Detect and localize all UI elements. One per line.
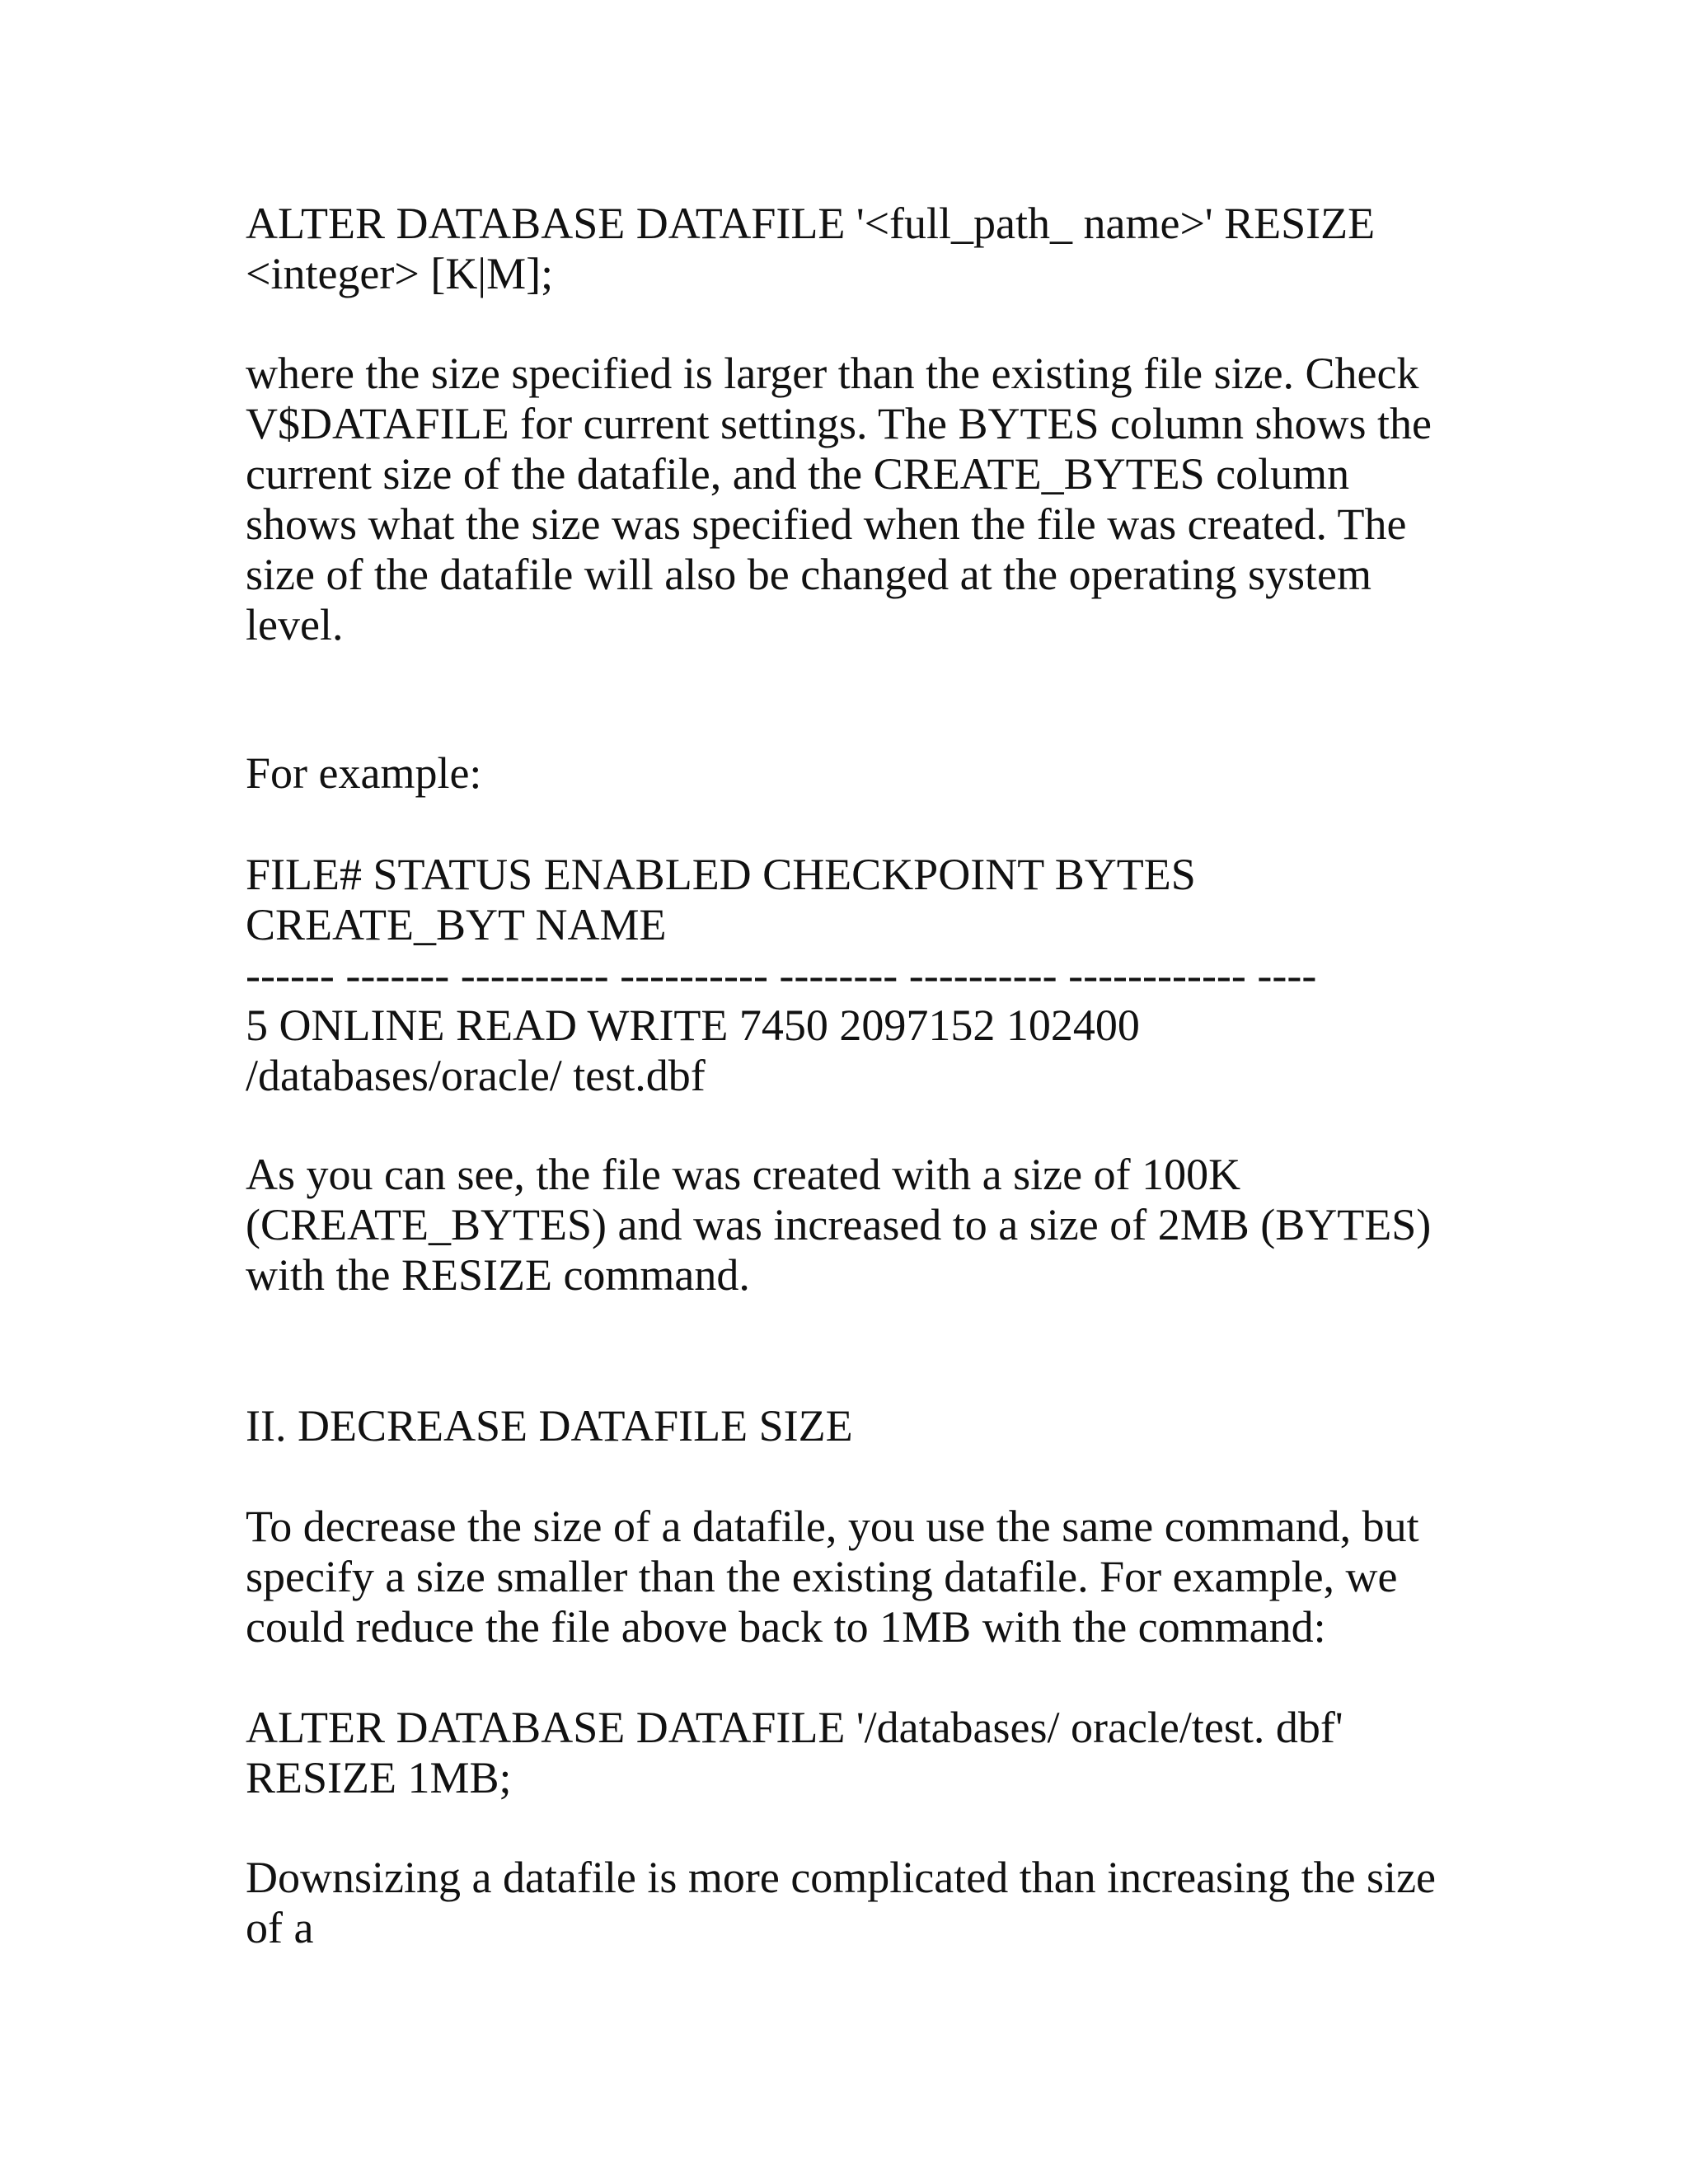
- command-line: RESIZE 1MB;: [246, 1753, 512, 1802]
- paragraph-line: current size of the datafile, and the CREATE_BYTES column: [246, 449, 1350, 499]
- query-separator: ------ ------- ---------- ---------- -------- ---------- ------------ ----: [246, 950, 1317, 1000]
- paragraph-downsizing: [246, 1853, 1465, 1953]
- paragraph-decrease: [246, 1502, 1465, 1652]
- paragraph-line: with the RESIZE command.: [246, 1250, 750, 1300]
- paragraph-line: of a: [246, 1903, 314, 1952]
- paragraph-line: level.: [246, 600, 344, 649]
- paragraph-line: As you can see, the file was created with a size of 100K: [246, 1150, 1241, 1199]
- paragraph-line: To decrease the size of a datafile, you use the same command, but: [246, 1502, 1419, 1551]
- query-row-line: 5 ONLINE READ WRITE 7450 2097152 102400: [246, 1001, 1140, 1050]
- query-output: [246, 850, 1465, 1101]
- paragraph-line: where the size specified is larger than the existing file size. Check: [246, 349, 1419, 398]
- paragraph-line: V$DATAFILE for current settings. The BYTES column shows the: [246, 399, 1432, 448]
- command-line: ALTER DATABASE DATAFILE '/databases/ oracle/test. dbf': [246, 1703, 1343, 1752]
- paragraph-line: Downsizing a datafile is more complicated than increasing the size: [246, 1853, 1436, 1902]
- paragraph-line: shows what the size was specified when the file was created. The: [246, 499, 1407, 549]
- syntax-line-2: <integer> [K|M];: [246, 249, 554, 298]
- paragraph-as-you-see: [246, 1150, 1465, 1301]
- paragraph-line: size of the datafile will also be changed at the operating system: [246, 550, 1372, 599]
- section-heading-text: II. DECREASE DATAFILE SIZE: [246, 1401, 853, 1451]
- paragraph-where: [246, 349, 1465, 650]
- for-example-label: [246, 748, 1465, 799]
- syntax-statement: [246, 199, 1465, 299]
- query-row-line: /databases/oracle/ test.dbf: [246, 1051, 706, 1100]
- paragraph-line: specify a size smaller than the existing datafile. For example, we: [246, 1552, 1398, 1601]
- query-header-line: CREATE_BYT NAME: [246, 900, 667, 949]
- syntax-line-1: ALTER DATABASE DATAFILE '<full_path_ name>' RESIZE: [246, 199, 1376, 248]
- for-example-text: For example:: [246, 748, 482, 798]
- section-heading: [246, 1401, 1465, 1451]
- paragraph-line: (CREATE_BYTES) and was increased to a size of 2MB (BYTES): [246, 1200, 1432, 1249]
- paragraph-line: could reduce the file above back to 1MB with the command:: [246, 1602, 1326, 1652]
- command-example: [246, 1703, 1465, 1803]
- query-header-line: FILE# STATUS ENABLED CHECKPOINT BYTES: [246, 850, 1196, 899]
